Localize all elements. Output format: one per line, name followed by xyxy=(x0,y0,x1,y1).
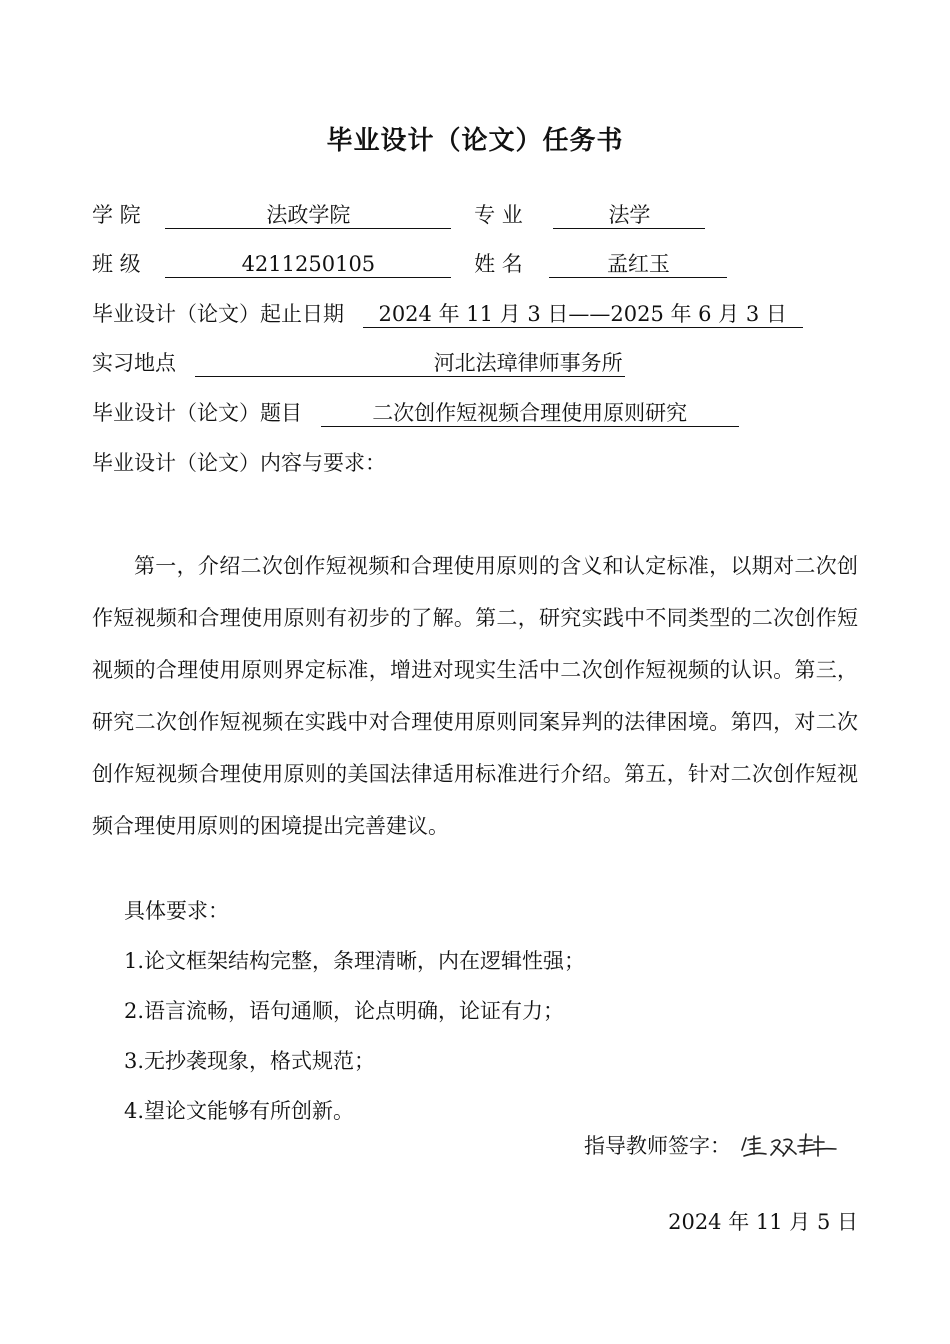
document-date: 2024 年 11 月 5 日 xyxy=(668,1210,858,1234)
major-label: 专 业 xyxy=(474,203,523,227)
college-value: 法政学院 xyxy=(165,200,451,229)
topic-label: 毕业设计（论文）题目 xyxy=(92,401,302,425)
row-content-label xyxy=(92,448,386,478)
signature-label: 指导教师签字： xyxy=(584,1134,731,1158)
row-topic xyxy=(92,398,739,428)
row-class-name xyxy=(92,249,727,279)
name-label: 姓 名 xyxy=(474,252,523,276)
requirement-item-3: 3.无抄袭现象，格式规范； xyxy=(124,1049,376,1073)
requirements-heading: 具体要求： xyxy=(124,899,229,923)
period-label: 毕业设计（论文）起止日期 xyxy=(92,302,344,326)
location-value: 河北法璋律师事务所 xyxy=(195,348,625,377)
document-title: 毕业设计（论文）任务书 xyxy=(326,126,624,156)
requirement-item-1: 1.论文框架结构完整，条理清晰，内在逻辑性强； xyxy=(124,949,586,973)
signature-line xyxy=(584,1126,838,1168)
location-label: 实习地点 xyxy=(92,351,176,375)
content-label: 毕业设计（论文）内容与要求： xyxy=(92,451,386,475)
content-paragraph: 第一，介绍二次创作短视频和合理使用原则的含义和认定标准，以期对二次创作短视频和合理使用原则有初步的了解。第二，研究实践中不同类型的二次创作短视频的合理使用原则界定标准，增进对现实生活中二次创作短视频的认识。第三，研究二次创作短视频在实践中对合理使用原则同案异判的法律困境。第四，对二次创作短视频合理使用原则的美国法律适用标准进行介绍。第五，针对二次创作短视频合理使用原则的困境提出完善建议。 xyxy=(92,554,858,838)
major-value: 法学 xyxy=(553,200,705,229)
row-location xyxy=(92,348,625,378)
handwritten-signature xyxy=(738,1128,838,1168)
requirement-item-2: 2.语言流畅，语句通顺，论点明确，论证有力； xyxy=(124,999,565,1023)
topic-value: 二次创作短视频合理使用原则研究 xyxy=(321,398,739,427)
period-value: 2024 年 11 月 3 日——2025 年 6 月 3 日 xyxy=(363,299,803,328)
college-label: 学 院 xyxy=(92,203,141,227)
name-value: 孟红玉 xyxy=(549,249,727,278)
row-college-major xyxy=(92,200,705,230)
row-period xyxy=(92,299,803,329)
class-value: 4211250105 xyxy=(165,249,451,278)
requirement-item-4: 4.望论文能够有所创新。 xyxy=(124,1099,355,1123)
class-label: 班 级 xyxy=(92,252,141,276)
